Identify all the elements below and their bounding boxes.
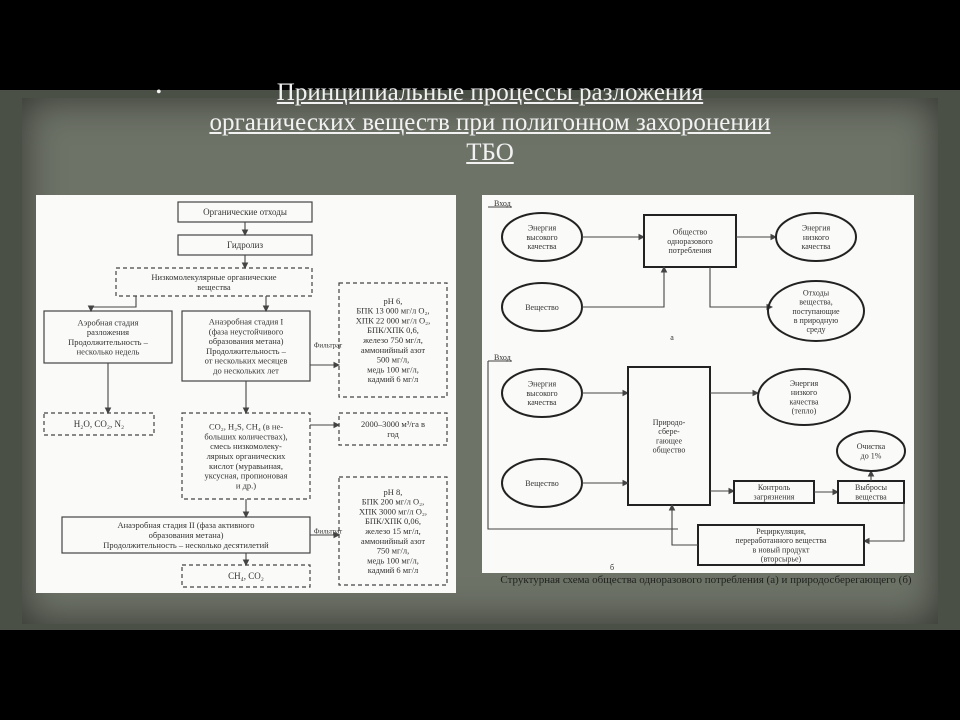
treatment-text-line-1: Очистка	[856, 442, 886, 452]
gases-text-line-4: лярных органических	[206, 450, 286, 461]
filtrate2-label-line-1: Фильтрат	[313, 527, 343, 536]
filtrate1-text-line-1: pH 6,	[383, 295, 403, 306]
anaerobic2-text-line-3: Продолжительность – несколько десятилетий	[103, 539, 269, 550]
filtrate1-text-line-8: медь 100 мг/л,	[367, 364, 419, 375]
gases-text-line-2: больших количествах),	[204, 431, 288, 442]
filtrate1-text-line-5: железо 750 мг/л,	[363, 334, 423, 345]
energy-low-a-text-line-2: низкого	[802, 232, 830, 242]
society-b-text-line-1: Природо-	[652, 418, 686, 427]
figure-caption: Структурная схема общества одноразового потребления (а) и природосберегающего (б)	[500, 574, 912, 586]
filtrate1-label-line-1: Фильтрат	[313, 341, 343, 350]
filtrate2-text-line-5: железо 15 мг/л,	[365, 525, 421, 536]
filtrate1-text-line-2: БПК 13 000 мг/л O₂,	[356, 305, 430, 316]
low-molecular-text-line-1: Низкомолекулярные органические	[151, 272, 277, 283]
arrow-society-waste-a	[710, 267, 772, 307]
arrow-recycle-society	[672, 505, 698, 545]
anaerobic1-text-line-1: Анаэробная стадия I	[208, 316, 284, 327]
recycle-text-line-3: в новый продукт	[752, 545, 810, 555]
waste-a-text-line-4: в природную	[793, 316, 839, 325]
arrow-substance-society-a	[582, 267, 664, 307]
pollution-text-line-1: Контроль	[757, 483, 791, 493]
energy-low-b-text-line-4: (тепло)	[791, 406, 817, 416]
energy-high-b-text-line-3: качества	[527, 398, 557, 407]
slide-title	[60, 78, 920, 168]
input-b-label-line-1: Вход	[494, 352, 511, 362]
anaerobic2-text-line-1: Анаэробная стадия II (фаза активного	[117, 520, 255, 531]
treatment-text-line-2: до 1%	[860, 451, 882, 461]
society-diagram	[482, 195, 914, 573]
hydrolysis-text-line-1: Гидролиз	[227, 240, 263, 251]
decomposition-diagram	[36, 195, 456, 593]
arrow-to-recycle	[864, 503, 904, 541]
filtrate2-text-line-3: ХПК 3000 мг/л O₂,	[358, 506, 428, 517]
bullet-icon: •	[156, 84, 162, 101]
energy-low-a-text-line-1: Энергия	[801, 223, 831, 233]
anaerobic1-text-line-4: Продолжительность –	[206, 345, 286, 356]
energy-low-b-text-line-3: качества	[789, 397, 819, 407]
filtrate1-text-line-6: аммонийный азот	[360, 344, 426, 355]
energy-high-b-text-line-1: Энергия	[527, 379, 557, 389]
substance-a-text-line-1: Вещество	[525, 302, 559, 312]
energy-low-a-text-line-3: качества	[801, 242, 831, 251]
top-letterbox	[0, 0, 960, 90]
society-a-text-line-1: Общество	[672, 227, 708, 237]
anaerobic1-text-line-2: (фаза неустойчивого	[208, 326, 284, 337]
emissions-text-line-2: вещества	[855, 492, 887, 502]
energy-high-b-text-line-2: высокого	[526, 388, 558, 398]
low-molecular-text-line-2: вещества	[197, 281, 231, 292]
society-b-text-line-2: сбере-	[658, 427, 680, 437]
filtrate2-text-line-6: аммонийный азот	[360, 535, 426, 546]
society-b-text-line-4: общество	[652, 445, 686, 455]
recycle-text-line-4: (вторсырье)	[760, 554, 802, 564]
anaerobic1-text-line-3: образования метана)	[208, 336, 284, 347]
label-a-line-1: a	[670, 332, 674, 342]
pollution-text-line-2: загрязнения	[753, 492, 795, 502]
recycle-text-line-2: переработанного вещества	[735, 536, 827, 546]
gases-text-line-3: смесь низкомолеку-	[210, 441, 282, 452]
filtrate1-text-line-7: 500 мг/л,	[376, 354, 410, 365]
arrow-to-aerobic	[91, 296, 136, 311]
filtrate2-text-line-7: 750 мг/л,	[376, 545, 410, 556]
loop-line-b	[488, 361, 678, 529]
waste-a-text-line-5: среду	[806, 325, 826, 335]
waste-a-text-line-3: поступающие	[792, 306, 840, 316]
filtrate1-text-line-3: ХПК 22 000 мг/л O₂,	[355, 315, 431, 326]
waste-a-text-line-1: Отходы	[802, 288, 830, 298]
energy-high-a-text-line-1: Энергия	[527, 223, 557, 233]
filtrate1-text-line-4: БПК/ХПК 0,6,	[367, 325, 419, 336]
title-line-3: ТБО	[466, 139, 514, 166]
title-line-1: Принципиальные процессы разложения	[276, 79, 704, 106]
filtrate2-text-line-1: pH 8,	[383, 486, 403, 497]
emissions-text-line-1: Выбросы	[855, 483, 887, 493]
anaerobic2-text-line-2: образования метана)	[148, 529, 224, 540]
gases-text-line-1: CO₂, H₂S, CH₄ (в не-	[208, 421, 284, 432]
filtrate1-text-line-9: кадмий 6 мг/л	[367, 374, 419, 385]
filtrate2-text-line-4: БПК/ХПК 0,06,	[364, 516, 422, 527]
gases-text-line-7: и др.)	[235, 480, 257, 491]
gases-text-line-5: кислот (муравьиная,	[209, 460, 283, 471]
energy-high-a-text-line-2: высокого	[526, 232, 558, 242]
aerobic-text-line-3: Продолжительность –	[68, 336, 148, 347]
society-a-text-line-3: потребления	[668, 246, 712, 255]
recycle-text-line-1: Рециркуляция,	[756, 527, 806, 536]
products-aerobic-text-line-1: H₂O, CO₂, N₂	[73, 419, 125, 430]
society-b-text-line-3: гающее	[655, 436, 683, 446]
substance-b-text-line-1: Вещество	[525, 478, 559, 488]
aerobic-text-line-4: несколько недель	[76, 346, 140, 357]
products-final-text-line-1: CH₄, CO₂	[228, 571, 264, 582]
title-line-2: органических веществ при полигонном захоронении	[209, 109, 771, 136]
aerobic-text-line-2: разложения	[86, 327, 130, 338]
society-flowchart	[482, 195, 914, 573]
decomposition-flowchart	[36, 195, 456, 593]
filtrate2-text-line-8: медь 100 мг/л,	[367, 555, 419, 566]
bottom-letterbox	[0, 630, 960, 720]
anaerobic1-text-line-5: от нескольких месяцев	[204, 355, 288, 366]
anaerobic1-text-line-6: до нескольких лет	[213, 365, 279, 376]
input-a-label-line-1: Вход	[494, 198, 511, 208]
label-b-line-1: б	[609, 562, 615, 572]
organic-waste-text-line-1: Органические отходы	[203, 207, 287, 218]
energy-low-b-text-line-2: низкого	[790, 388, 818, 398]
gases-text-line-6: уксусная, пропионовая	[204, 470, 288, 481]
society-a-text-line-2: одноразового	[667, 236, 713, 246]
aerobic-text-line-1: Аэробная стадия	[77, 317, 139, 328]
gas-rate-text-line-1: 2000–3000 м³/га в	[360, 419, 426, 430]
energy-low-b-text-line-1: Энергия	[789, 379, 819, 388]
energy-high-a-text-line-3: качества	[527, 242, 557, 251]
filtrate2-text-line-9: кадмий 6 мг/л	[367, 565, 419, 576]
gas-rate-text-line-2: год	[387, 428, 399, 439]
waste-a-text-line-2: вещества,	[799, 297, 833, 307]
filtrate2-text-line-2: БПК 200 мг/л O₂,	[361, 496, 425, 507]
